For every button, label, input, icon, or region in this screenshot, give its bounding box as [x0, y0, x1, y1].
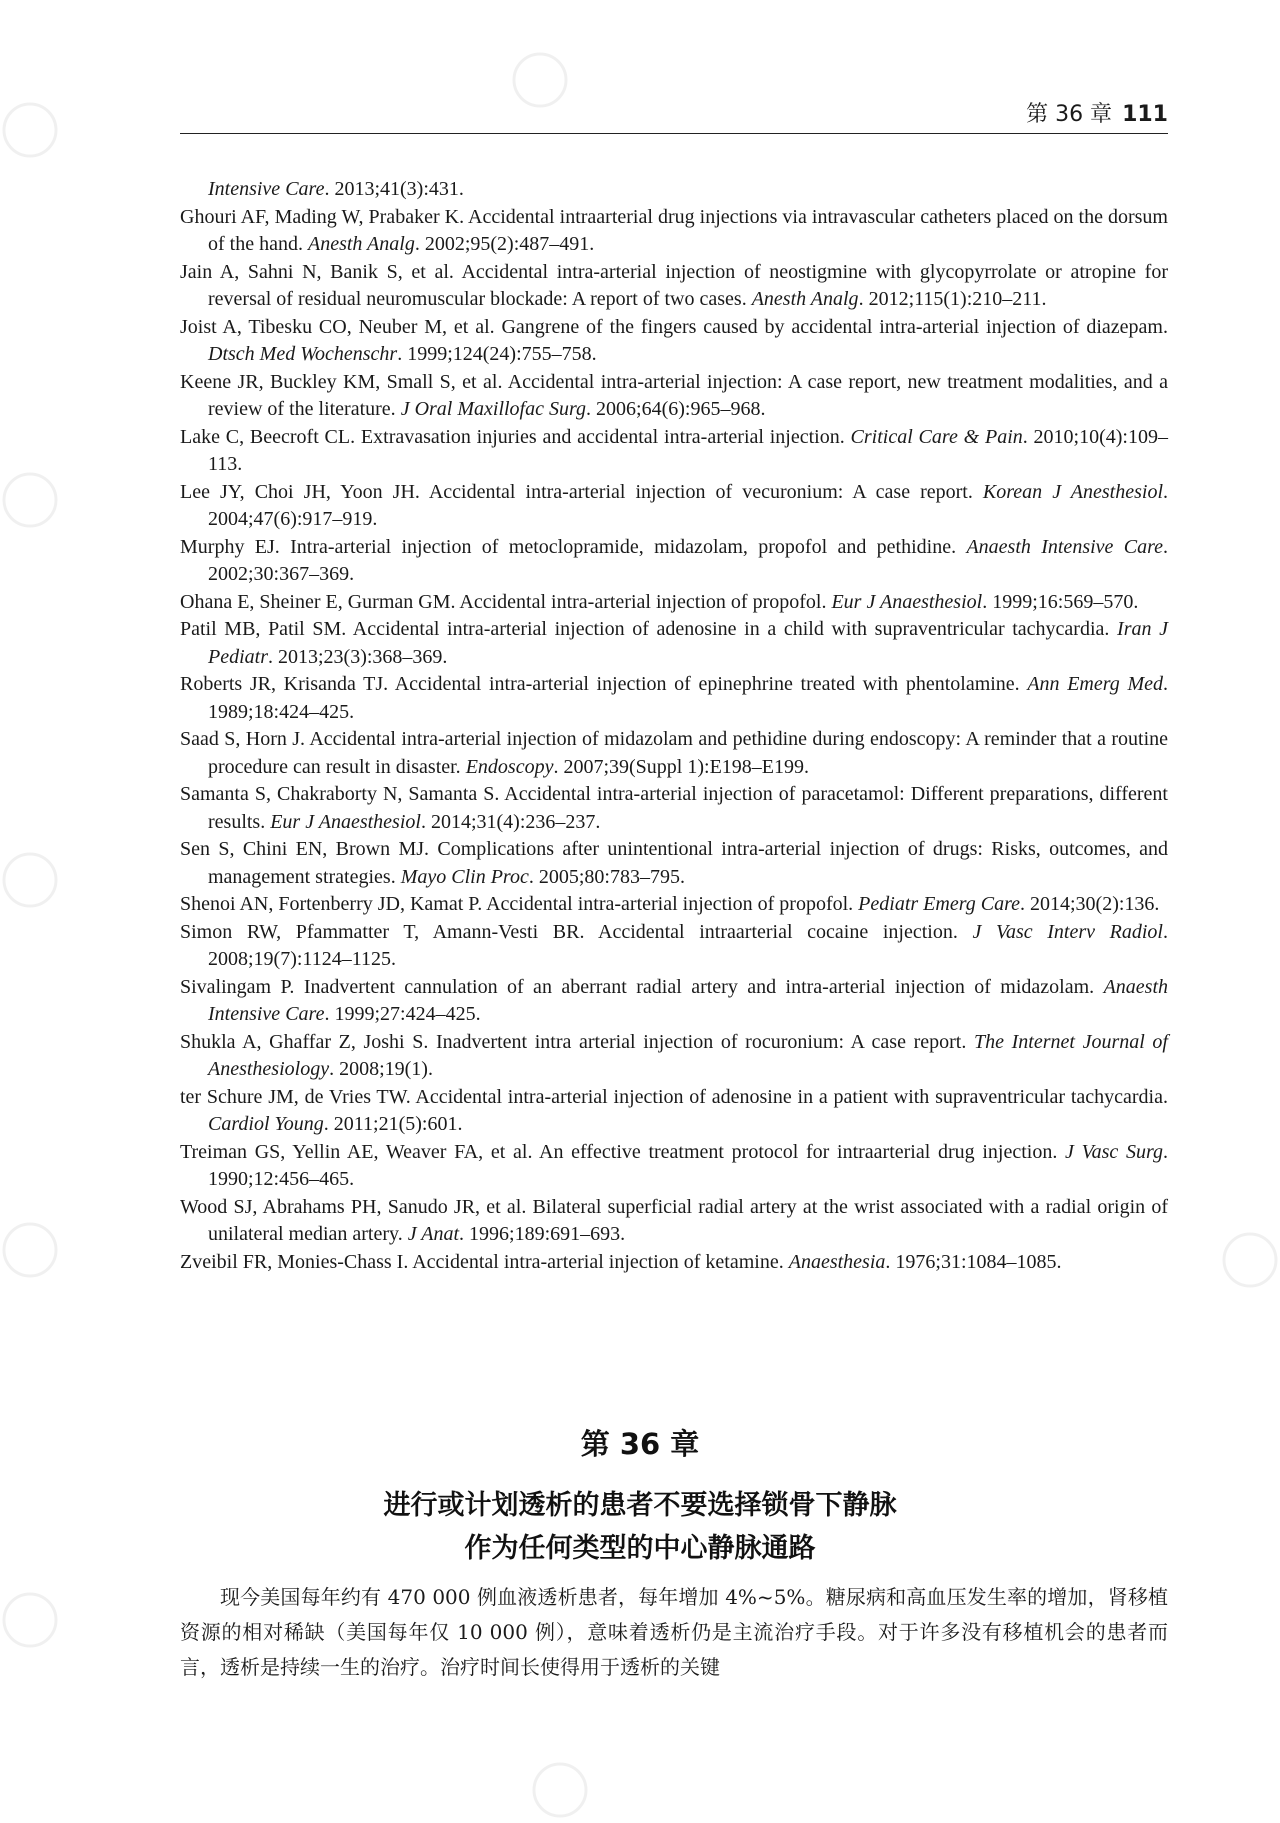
- reference-authors-title: Patil MB, Patil SM. Accidental intra-arterial injection of adenosine in a child with supraventricular tachycardia.: [180, 618, 1118, 640]
- reference-citation: . 1989;18:424–425.: [208, 673, 1168, 723]
- reference-citation: . 2002;30:367–369.: [208, 535, 1168, 585]
- reference-item: [180, 891, 1168, 919]
- reference-authors-title: Treiman GS, Yellin AE, Weaver FA, et al. An effective treatment protocol for intraarterial drug injection.: [180, 1140, 1066, 1163]
- reference-citation: . 1990;12:456–465.: [208, 1140, 1169, 1190]
- reference-item: [180, 1194, 1168, 1249]
- reference-journal: Mayo Clin Proc: [400, 865, 529, 888]
- reference-citation: . 1999;16:569–570.: [982, 590, 1139, 613]
- reference-citation: . 2008;19(1).: [329, 1058, 433, 1080]
- reference-authors-title: Ghouri AF, Mading W, Prabaker K. Accidental intraarterial drug injections via intravascular catheters placed on the dorsum of the hand.: [180, 205, 1168, 255]
- reference-item: [180, 726, 1168, 781]
- reference-citation: . 2004;47(6):917–919.: [208, 480, 1168, 530]
- reference-citation: . 2013;23(3):368–369.: [268, 645, 448, 668]
- reference-item: [180, 314, 1168, 369]
- reference-citation: . 2008;19(7):1124–1125.: [208, 920, 1168, 970]
- reference-authors-title: Keene JR, Buckley KM, Small S, et al. Accidental intra-arterial injection: A case report, new treatment modalities, and a review of the literature.: [180, 370, 1168, 420]
- reference-journal: Iran J Pediatr: [208, 618, 1168, 668]
- reference-citation: . 2006;64(6):965–968.: [586, 398, 766, 420]
- reference-citation: . 2011;21(5):601.: [323, 1113, 463, 1135]
- reference-citation: . 2014;30(2):136.: [1020, 893, 1160, 915]
- chapter-label: 第 36 章: [580, 1427, 700, 1461]
- reference-item: [180, 259, 1168, 314]
- reference-item: [180, 919, 1168, 974]
- page-number: 111: [1122, 102, 1168, 127]
- reference-citation: . 1976;31:1084–1085.: [885, 1250, 1062, 1273]
- reference-item: [180, 1029, 1168, 1084]
- reference-journal: Endoscopy: [465, 755, 554, 778]
- reference-item: [180, 616, 1168, 671]
- reference-journal: Pediatr Emerg Care: [858, 893, 1020, 915]
- reference-authors-title: Samanta S, Chakraborty N, Samanta S. Accidental intra-arterial injection of paracetamol: Different preparations, different results.: [180, 783, 1168, 833]
- reference-item: [180, 836, 1168, 891]
- reference-authors-title: Lake C, Beecroft CL. Extravasation injuries and accidental intra-arterial injection.: [180, 425, 851, 448]
- reference-item: [180, 479, 1168, 534]
- reference-citation: . 1999;124(24):755–758.: [397, 343, 597, 365]
- reference-item: [180, 781, 1168, 836]
- reference-journal: Cardiol Young: [208, 1113, 324, 1135]
- reference-authors-title: Roberts JR, Krisanda TJ. Accidental intra-arterial injection of epinephrine treated with phentolamine.: [180, 673, 1028, 695]
- reference-journal: Intensive Care: [208, 178, 325, 200]
- reference-list: [180, 176, 1168, 1276]
- reference-item: [180, 1139, 1168, 1194]
- reference-citation: . 2013;41(3):431.: [324, 178, 464, 200]
- reference-item: [180, 176, 1168, 204]
- reference-authors-title: Shukla A, Ghaffar Z, Joshi S. Inadvertent intra arterial injection of rocuronium: A case report.: [180, 1030, 974, 1053]
- reference-authors-title: Joist A, Tibesku CO, Neuber M, et al. Gangrene of the fingers caused by accidental intra-arterial injection of diazepam.: [180, 315, 1168, 338]
- reference-item: [180, 1249, 1168, 1277]
- reference-item: [180, 589, 1168, 617]
- reference-item: [180, 534, 1168, 589]
- reference-authors-title: Sen S, Chini EN, Brown MJ. Complications after unintentional intra-arterial injection of drugs: Risks, outcomes, and management strategies.: [180, 838, 1168, 888]
- reference-journal: Anaesth Intensive Care: [966, 535, 1163, 558]
- reference-citation: . 1999;27:424–425.: [324, 1003, 481, 1025]
- reference-authors-title: Shenoi AN, Fortenberry JD, Kamat P. Accidental intra-arterial injection of propofol.: [180, 893, 859, 915]
- chapter-title: [0, 1484, 1280, 1570]
- reference-citation: . 2014;31(4):236–237.: [420, 810, 601, 833]
- reference-citation: . 1996;189:691–693.: [459, 1223, 626, 1245]
- reference-citation: . 2007;39(Suppl 1):E198–E199.: [553, 755, 809, 778]
- reference-item: [180, 369, 1168, 424]
- reference-citation: . 2012;115(1):210–211.: [858, 288, 1047, 310]
- reference-authors-title: Simon RW, Pfammatter T, Amann-Vesti BR. Accidental intraarterial cocaine injection.: [180, 920, 973, 943]
- reference-journal: Anesth Analg: [307, 233, 415, 255]
- reference-authors-title: Ohana E, Sheiner E, Gurman GM. Accidental intra-arterial injection of propofol.: [180, 590, 832, 613]
- header-chapter: 第 36 章: [1026, 102, 1113, 127]
- reference-journal: Eur J Anaesthesiol: [831, 590, 983, 613]
- reference-item: [180, 204, 1168, 259]
- reference-journal: J Oral Maxillofac Surg: [400, 398, 587, 420]
- reference-journal: Korean J Anesthesiol: [982, 480, 1163, 503]
- chapter-title-line-2: 作为任何类型的中心静脉通路: [464, 1533, 816, 1564]
- reference-citation: . 2010;10(4):109–113.: [208, 425, 1168, 475]
- running-header: [180, 95, 1168, 134]
- reference-journal: The Internet Journal of Anesthesiology: [208, 1030, 1168, 1080]
- reference-authors-title: Sivalingam P. Inadvertent cannulation of an aberrant radial artery and intra-arterial injection of midazolam.: [180, 975, 1104, 998]
- reference-authors-title: Zveibil FR, Monies-Chass I. Accidental intra-arterial injection of ketamine.: [180, 1250, 789, 1273]
- reference-journal: Critical Care & Pain: [850, 425, 1023, 448]
- reference-authors-title: Wood SJ, Abrahams PH, Sanudo JR, et al. Bilateral superficial radial artery at the wrist associated with a radial origin of unilateral median artery.: [180, 1195, 1168, 1245]
- reference-authors-title: Jain A, Sahni N, Banik S, et al. Accidental intra-arterial injection of neostigmine with glycopyrrolate or atropine for reversal of residual neuromuscular blockade: A report of two cases.: [180, 260, 1168, 310]
- reference-item: [180, 1084, 1168, 1139]
- reference-authors-title: Lee JY, Choi JH, Yoon JH. Accidental intra-arterial injection of vecuronium: A case report.: [180, 480, 983, 503]
- reference-authors-title: Saad S, Horn J. Accidental intra-arterial injection of midazolam and pethidine during endoscopy: A reminder that a routine procedure can result in disaster.: [180, 728, 1168, 778]
- header-label: [1026, 97, 1168, 128]
- reference-item: [180, 671, 1168, 726]
- reference-item: [180, 424, 1168, 479]
- reference-journal: Anesth Analg: [751, 288, 859, 310]
- reference-journal: Ann Emerg Med: [1027, 673, 1163, 695]
- reference-journal: J Vasc Interv Radiol: [972, 920, 1163, 943]
- reference-journal: Dtsch Med Wochenschr: [208, 343, 398, 365]
- reference-authors-title: ter Schure JM, de Vries TW. Accidental intra-arterial injection of adenosine in a patient with supraventricular tachycardia.: [180, 1085, 1168, 1108]
- reference-authors-title: Murphy EJ. Intra-arterial injection of metoclopramide, midazolam, propofol and pethidine.: [180, 535, 967, 558]
- reference-journal: Anaesthesia: [788, 1250, 886, 1273]
- reference-journal: Eur J Anaesthesiol: [270, 810, 421, 833]
- reference-item: [180, 974, 1168, 1029]
- reference-journal: J Anat: [407, 1223, 460, 1245]
- reference-citation: . 2002;95(2):487–491.: [414, 233, 595, 255]
- chapter-title-line-1: 进行或计划透析的患者不要选择锁骨下静脉: [383, 1490, 897, 1521]
- reference-journal: Anaesth Intensive Care: [208, 975, 1168, 1025]
- body-paragraph: 现今美国每年约有 470 000 例血液透析患者，每年增加 4%~5%。糖尿病和高血压发生率的增加，肾移植资源的相对稀缺（美国每年仅 10 000 例），意味着透析仍是主流治疗手段。对于许多没有移植机会的患者而言，透析是持续一生的治疗。治疗时间长使得用于透析的关键: [180, 1585, 1168, 1679]
- reference-citation: . 2005;80:783–795.: [528, 865, 685, 888]
- reference-journal: J Vasc Surg: [1065, 1140, 1164, 1163]
